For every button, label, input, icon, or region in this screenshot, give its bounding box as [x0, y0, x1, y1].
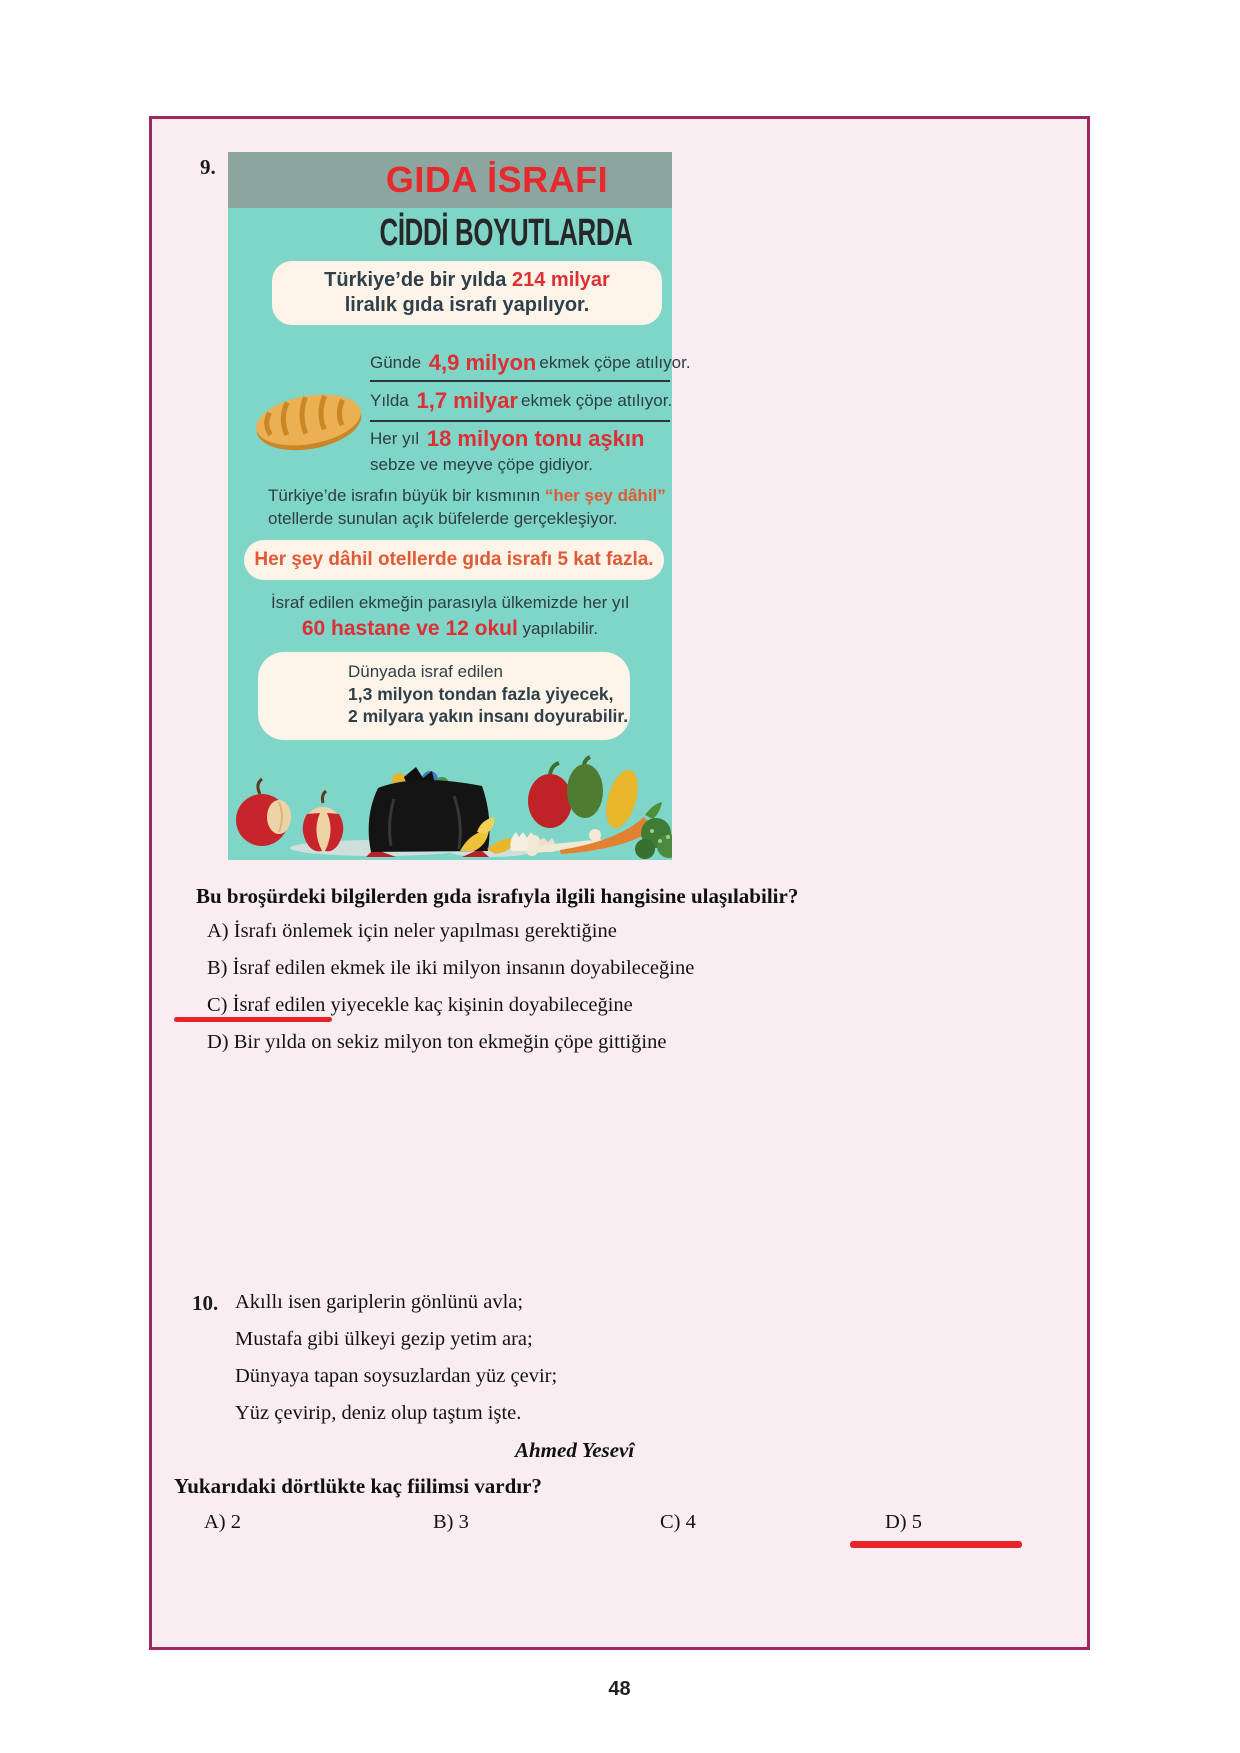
intro-highlight: 214 milyar — [511, 269, 610, 291]
world-line-2: 1,3 milyon tondan fazla yiyecek, — [348, 684, 614, 704]
food-waste-illustration — [228, 753, 672, 859]
world-line-1: Dünyada israf edilen — [348, 662, 503, 681]
world-stat-box — [258, 652, 630, 740]
poem-line-3: Dünyaya tapan soysuzlardan yüz çevir; — [235, 1365, 558, 1387]
poem-line-4: Yüz çevirip, deniz olup taştım işte. — [235, 1402, 522, 1424]
question-10-option-c: C) 4 — [660, 1511, 696, 1533]
world-line-3: 2 milyara yakın insanı doyurabilir. — [348, 706, 629, 726]
bread-icon — [252, 383, 366, 457]
answer-underline-q9 — [174, 1017, 332, 1022]
intro-line-2: liralık gıda israfı yapılıyor. — [344, 294, 590, 316]
infographic-title: GIDA İSRAFI — [385, 159, 609, 200]
stat-row-produce: Her yıl 18 milyon tonu aşkın sebze ve meyve çöpe gidiyor. — [370, 426, 645, 474]
page-number: 48 — [608, 1678, 631, 1700]
question-9-option-c: C) İsraf edilen yiyecekle kaç kişinin doyabileceğine — [207, 994, 633, 1016]
buffet-paragraph: Türkiye’de israfın büyük bir kısmının “her şey dâhil” otellerde sunulan açık büfelerde gerçekleşiyor. — [268, 486, 666, 528]
infographic-subtitle-row — [228, 210, 672, 256]
intro-line-1: Türkiye’de bir yılda 214 milyar — [324, 269, 610, 291]
question-9-option-b: B) İsraf edilen ekmek ile iki milyon insanın doyabileceğine — [207, 957, 695, 979]
question-9-option-a: A) İsrafı önlemek için neler yapılması gerektiğine — [207, 920, 617, 942]
infographic-header-bar — [228, 152, 672, 208]
question-10-option-a: A) 2 — [204, 1511, 242, 1533]
poet-name: Ahmed Yesevî — [515, 1438, 635, 1462]
money-stat-line: İsraf edilen ekmeğin parasıyla ülkemizde her yıl — [270, 593, 630, 612]
buffet-highlight: “her şey dâhil” — [544, 486, 666, 505]
stat-row-daily: Günde 4,9 milyon ekmek çöpe atılıyor. — [370, 345, 670, 382]
question-10-option-d: D) 5 — [885, 1511, 923, 1533]
money-stat-highlight: 60 hastane ve 12 okul yapılabilir. — [301, 617, 599, 640]
poem-line-2: Mustafa gibi ülkeyi gezip yetim ara; — [235, 1328, 533, 1350]
question-9-stem: Bu broşürdeki bilgilerden gıda israfıyla ilgili hangisine ulaşılabilir? — [196, 884, 799, 908]
hotel-waste-banner: Her şey dâhil otellerde gıda israfı 5 kat fazla. — [244, 540, 664, 580]
question-9-option-d: D) Bir yılda on sekiz milyon ton ekmeğin çöpe gittiğine — [207, 1031, 667, 1053]
poem-line-1: Akıllı isen gariplerin gönlünü avla; — [235, 1291, 524, 1313]
food-waste-infographic — [228, 152, 691, 860]
content-frame — [149, 116, 1090, 1650]
question-10-number: 10. — [192, 1291, 219, 1315]
stat-row-yearly: Yılda 1,7 milyar ekmek çöpe atılıyor. — [370, 382, 670, 422]
intro-stat-box — [272, 261, 662, 325]
answer-underline-q10 — [850, 1541, 1022, 1548]
question-10-stem: Yukarıdaki dörtlükte kaç fiilimsi vardır? — [174, 1474, 542, 1498]
infographic-subtitle: CİDDİ BOYUTLARDA — [379, 212, 633, 254]
question-10-option-b: B) 3 — [433, 1511, 469, 1533]
bread-stat-rows — [370, 345, 691, 477]
question-9-number: 9. — [200, 155, 216, 179]
